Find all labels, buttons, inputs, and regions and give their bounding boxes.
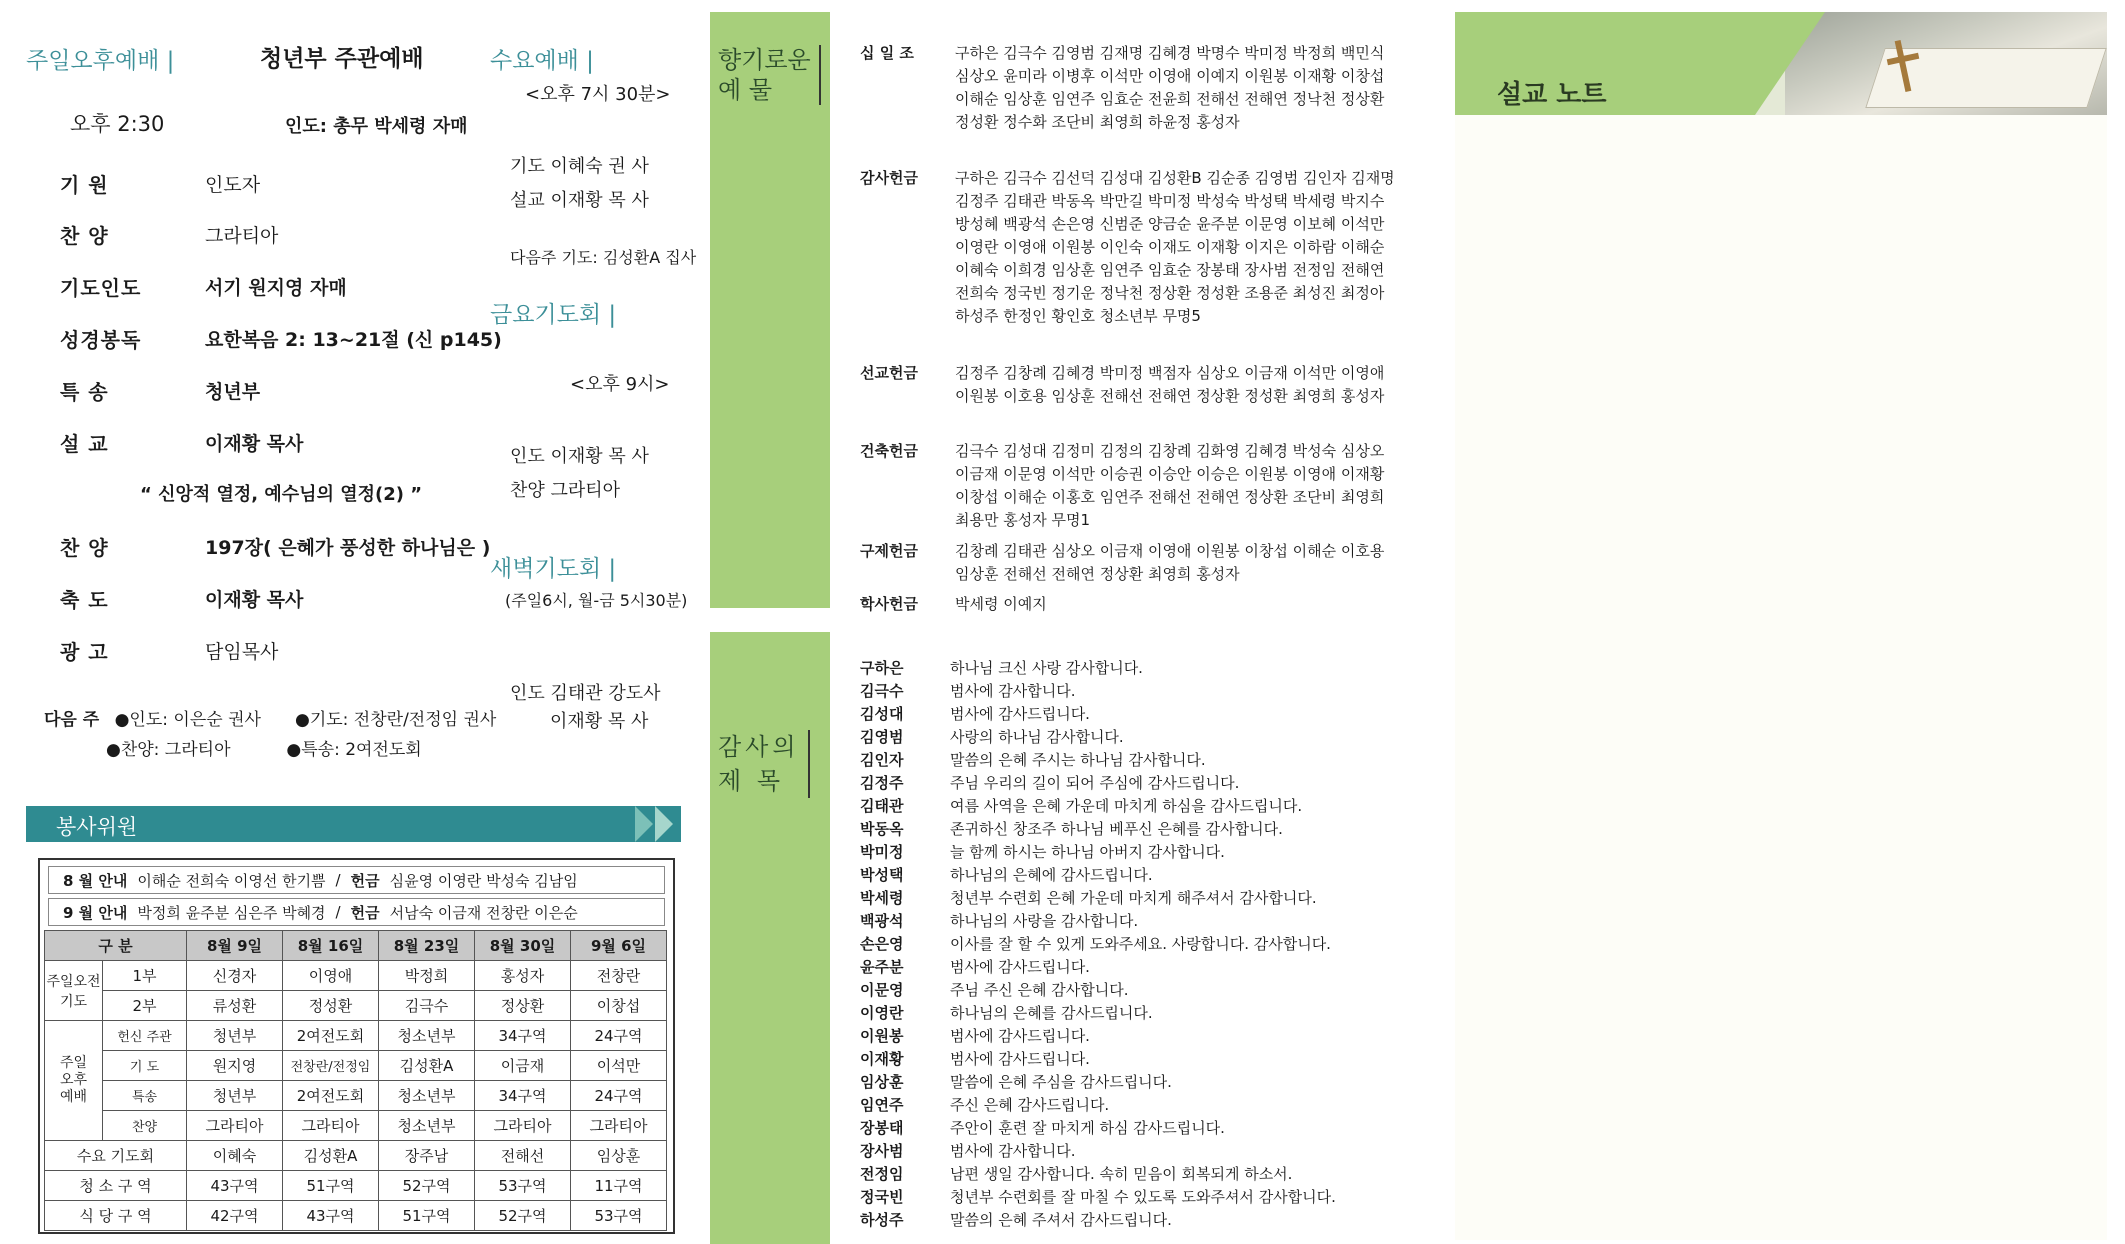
table-cell: 이석만: [571, 1051, 667, 1081]
list-item: [860, 703, 1090, 726]
thanks-name: 김인자: [860, 751, 904, 769]
table-row: [45, 1051, 667, 1081]
table-cell: 53구역: [475, 1171, 571, 1201]
thanks-text: 말씀에 은혜 주심을 감사드립니다.: [950, 1073, 1172, 1091]
order-value: 이재황 목사: [205, 432, 304, 455]
thanks-name: 박동옥: [860, 820, 904, 838]
thanks-name: 장봉태: [860, 1119, 904, 1137]
table-row: [45, 1021, 667, 1051]
table-header-cell: 9월 6일: [571, 931, 667, 961]
list-item: [860, 1002, 1153, 1025]
row-label: 수요 기도회: [45, 1141, 187, 1171]
worship-order-item: [60, 578, 303, 618]
table-cell: 51구역: [283, 1171, 379, 1201]
table-cell: 그라티아: [475, 1111, 571, 1141]
offer-label: 헌금: [350, 903, 380, 922]
wednesday-service-people: [510, 150, 649, 218]
table-cell: 이창섭: [571, 991, 667, 1021]
row-group-label: 주일오전기도: [45, 961, 103, 1021]
thanks-name: 하성주: [860, 1211, 904, 1229]
table-cell: 청소년부: [379, 1081, 475, 1111]
offering-names: 구하은 김극수 김영범 김재명 김혜경 박명수 박미정 박정희 백민식 심상오 윤미라 이병후 이석만 이영애 이예지 이원봉 이재황 이창섭 이해순 임상훈 임연주 임효순 전윤희 전해선 전해연 정낙천 정상환 정성환 정수화 조단비 최영희 하윤정 홍성자: [955, 44, 1385, 131]
order-label: 설 교: [60, 431, 109, 456]
thanks-text: 범사에 감사합니다.: [950, 1142, 1076, 1160]
table-cell: 정성환: [283, 991, 379, 1021]
thanks-text: 이사를 잘 할 수 있게 도와주세요. 사랑합니다. 감사합니다.: [950, 935, 1331, 953]
thanks-text: 사랑의 하나님 감사합니다.: [950, 728, 1124, 746]
sermon-note-header: [1455, 12, 2107, 115]
worship-order-item: [60, 526, 490, 566]
worship-order-item: [60, 370, 260, 410]
thanks-text: 하나님 크신 사랑 감사합니다.: [950, 659, 1143, 677]
thanks-name: 박미정: [860, 843, 904, 861]
table-cell: 51구역: [379, 1201, 475, 1231]
volunteer-schedule-table: [44, 930, 667, 1231]
list-item: [860, 956, 1090, 979]
table-cell: 53구역: [571, 1201, 667, 1231]
thanks-text: 주안이 훈련 잘 마치게 하심 감사드립니다.: [950, 1119, 1225, 1137]
table-cell: 2여전도회: [283, 1081, 379, 1111]
worship-order-item: [60, 266, 347, 306]
offering-label: [718, 45, 821, 105]
list-item: [860, 1117, 1225, 1140]
table-cell: 34구역: [475, 1021, 571, 1051]
list-item: [860, 1048, 1090, 1071]
wednesday-next-prayer: 다음주 기도: 김성환A 집사: [510, 248, 697, 267]
table-cell: 장주남: [379, 1141, 475, 1171]
order-label: 성경봉독: [60, 327, 142, 352]
divider: /: [335, 903, 341, 921]
offering-names: 김정주 김창례 김혜경 박미정 백점자 심상오 이금재 이석만 이영애 이원봉 이호용 임상훈 전해선 전해연 정상환 정성환 최영희 홍성자: [955, 364, 1385, 405]
order-label: 축 도: [60, 587, 109, 612]
offer-names: 서남숙 이금재 전창란 이은순: [389, 903, 578, 922]
row-label: 청 소 구 역: [45, 1171, 187, 1201]
list-item: [860, 1071, 1172, 1094]
next-week-praise: ●찬양: 그라티아: [106, 740, 231, 760]
next-week-lead: ●인도: 이은순 권사: [114, 710, 261, 730]
thanks-name: 전정임: [860, 1165, 904, 1183]
afternoon-service-leader: 인도: 총무 박세령 자매: [285, 116, 468, 137]
order-label: 찬 양: [60, 535, 109, 560]
thanks-name: 임연주: [860, 1096, 904, 1114]
august-guide-row: [48, 866, 665, 894]
thanks-name: 김성대: [860, 705, 904, 723]
thanks-text: 말씀의 은혜 주셔서 감사드립니다.: [950, 1211, 1172, 1229]
arrow-icon: [655, 806, 673, 842]
list-item: [860, 841, 1225, 864]
thanks-name: 김정주: [860, 774, 904, 792]
table-cell: 이영애: [283, 961, 379, 991]
table-cell: 그라티아: [283, 1111, 379, 1141]
thanks-banner: [710, 632, 830, 1244]
table-cell: 임상훈: [571, 1141, 667, 1171]
thanks-text: 하나님의 은혜를 감사드립니다.: [950, 1004, 1153, 1022]
order-value: 담임목사: [205, 640, 279, 663]
table-row: [45, 1201, 667, 1231]
table-cell: 34구역: [475, 1081, 571, 1111]
thanks-text: 하나님의 은혜에 감사드립니다.: [950, 866, 1153, 884]
table-cell: 43구역: [283, 1201, 379, 1231]
thanks-text: 청년부 수련회 은혜 가운데 마치게 해주셔서 감사합니다.: [950, 889, 1317, 907]
list-item: [860, 1186, 1336, 1209]
volunteers-title: 봉사위원: [56, 815, 138, 839]
dawn-prayer-time: (주일6시, 월-금 5시30분): [505, 591, 688, 610]
list-item: [860, 1163, 1292, 1186]
row-label: 1부: [103, 961, 187, 991]
table-row: [45, 1141, 667, 1171]
table-cell: 전해선: [475, 1141, 571, 1171]
row-label: 특송: [103, 1081, 187, 1111]
thanks-name: 김극수: [860, 682, 904, 700]
thanks-text: 청년부 수련회를 잘 마칠 수 있도록 도와주셔서 감사합니다.: [950, 1188, 1336, 1206]
list-item: [860, 1140, 1075, 1163]
table-cell: 청소년부: [379, 1111, 475, 1141]
offering-category: 십 일 조: [860, 44, 914, 62]
table-cell: 청소년부: [379, 1021, 475, 1051]
thanks-name: 정국빈: [860, 1188, 904, 1206]
order-value: 청년부: [205, 380, 261, 403]
offer-label: 헌금: [350, 871, 380, 890]
thanks-name: 김태관: [860, 797, 904, 815]
list-item: [860, 1209, 1172, 1232]
row-label: 2부: [103, 991, 187, 1021]
table-cell: 24구역: [571, 1021, 667, 1051]
table-cell: 2여전도회: [283, 1021, 379, 1051]
table-cell: 청년부: [187, 1081, 283, 1111]
order-label: 특 송: [60, 379, 109, 404]
september-guide-row: [48, 898, 665, 926]
guide-names: 박정희 윤주분 심은주 박혜경: [137, 903, 326, 922]
friday-prayer-title: 금요기도회 |: [490, 302, 617, 328]
offer-names: 심윤영 이영란 박성숙 김남임: [389, 871, 578, 890]
table-cell: 43구역: [187, 1171, 283, 1201]
table-header-cell: 8월 9일: [187, 931, 283, 961]
next-week-prayer: ●기도: 전창란/전정임 권사: [295, 710, 497, 730]
afternoon-service-time: 오후 2:30: [70, 112, 165, 136]
worship-order-item: [60, 163, 260, 203]
table-cell: 11구역: [571, 1171, 667, 1201]
order-value: 인도자: [205, 173, 261, 196]
table-cell: 전창란/전정임: [283, 1051, 379, 1081]
thanks-name: 이영란: [860, 1004, 904, 1022]
thanks-text: 하나님의 사랑을 감사합니다.: [950, 912, 1139, 930]
order-value: 그라티아: [205, 224, 279, 247]
friday-lead: 인도 이재황 목 사: [510, 446, 649, 467]
table-row: [45, 1111, 667, 1141]
table-header-row: [45, 931, 667, 961]
list-item: [860, 680, 1075, 703]
next-week-special: ●특송: 2여전도회: [286, 740, 422, 760]
table-row: [45, 1081, 667, 1111]
worship-order-item: [60, 422, 303, 462]
table-cell: 김성환A: [379, 1051, 475, 1081]
table-cell: 24구역: [571, 1081, 667, 1111]
thanks-text: 주님 우리의 길이 되어 주심에 감사드립니다.: [950, 774, 1240, 792]
thanks-text: 범사에 감사드립니다.: [950, 1027, 1090, 1045]
table-header-cell: 8월 16일: [283, 931, 379, 961]
month-label: 8 월 안내: [63, 871, 128, 890]
dawn-lead-1: 인도 김태관 강도사: [510, 683, 661, 704]
offering-names: 김극수 김성대 김정미 김정의 김창례 김화영 김혜경 박성숙 심상오 이금재 이문영 이석만 이승권 이승안 이승은 이원봉 이영애 이재황 이창섭 이해순 이홍호 임연주 전해선 전해연 정상환 조단비 최영희 최용만 홍성자 무명1: [955, 442, 1385, 529]
thanks-name: 박성택: [860, 866, 904, 884]
table-cell: 박정희: [379, 961, 475, 991]
offering-label-line1: 향기로운: [718, 46, 811, 74]
friday-praise: 찬양 그라티아: [510, 480, 621, 501]
table-cell: 정상환: [475, 991, 571, 1021]
row-label: 찬양: [103, 1111, 187, 1141]
arrow-icon: [635, 806, 653, 842]
table-cell: 52구역: [475, 1201, 571, 1231]
wednesday-sermon: 설교 이재황 목 사: [510, 190, 649, 211]
note-header-wedge: [1755, 12, 1825, 115]
table-header-cell: 구 분: [45, 931, 187, 961]
offering-names: 김창례 김태관 심상오 이금재 이영애 이원봉 이창섭 이해순 이호용 임상훈 전해선 전해연 정상환 최영희 홍성자: [955, 542, 1385, 583]
table-cell: 이금재: [475, 1051, 571, 1081]
offering-names: 구하은 김극수 김선덕 김성대 김성환B 김순종 김영범 김인자 김재명 김정주 김태관 박동옥 박만길 박미정 박성숙 박성택 박세령 박지수 방성혜 백광석 손은영 신범준 양금순 윤주분 이문영 이보혜 이석만 이영란 이영애 이원봉 이인숙 이재도 이재황 이지은 이하람 이해순 이혜숙 이희경 임상훈 임연주 임효순 장봉태 장사범 전정임 전해연 전희숙 정국빈 정기운 정낙천 정상환 정성환 조용준 최성진 최정아 하성주 한정인 황인호 청소년부 무명5: [955, 169, 1395, 325]
offering-category: 구제헌금: [860, 542, 918, 560]
friday-prayer-people: [510, 440, 649, 508]
thanks-name: 박세령: [860, 889, 904, 907]
thanks-name: 윤주분: [860, 958, 904, 976]
thanks-label-line1: 감사의: [718, 733, 800, 761]
thanks-text: 범사에 감사합니다.: [950, 682, 1076, 700]
thanks-name: 이재황: [860, 1050, 904, 1068]
order-label: 기 원: [60, 172, 109, 197]
list-item: [860, 933, 1331, 956]
table-cell: 김성환A: [283, 1141, 379, 1171]
table-cell: 52구역: [379, 1171, 475, 1201]
table-cell: 그라티아: [571, 1111, 667, 1141]
list-item: [860, 979, 1128, 1002]
order-label: 광 고: [60, 639, 109, 664]
table-cell: 홍성자: [475, 961, 571, 991]
list-item: [860, 818, 1283, 841]
volunteers-header: [26, 806, 681, 842]
thanks-name: 이문영: [860, 981, 904, 999]
row-label: 헌신 주관: [103, 1021, 187, 1051]
list-item: [860, 887, 1317, 910]
table-row: [45, 991, 667, 1021]
youth-service-title: 청년부 주관예배: [260, 46, 424, 72]
list-item: [860, 1094, 1109, 1117]
list-item: [860, 749, 1206, 772]
order-value: 요한복음 2: 13~21절 (신 p145): [205, 328, 502, 351]
row-label: 기 도: [103, 1051, 187, 1081]
table-cell: 그라티아: [187, 1111, 283, 1141]
offering-category: 건축헌금: [860, 442, 918, 460]
order-label: 찬 양: [60, 223, 109, 248]
afternoon-service-title: 주일오후예배 |: [26, 48, 175, 74]
next-week-label: 다음 주: [44, 710, 100, 730]
list-item: [860, 726, 1124, 749]
offering-category: 학사헌금: [860, 595, 918, 613]
list-item: [860, 795, 1302, 818]
table-cell: 김극수: [379, 991, 475, 1021]
thanks-name: 백광석: [860, 912, 904, 930]
thanks-name: 김영범: [860, 728, 904, 746]
wednesday-service-time: <오후 7시 30분>: [525, 84, 671, 105]
worship-order-item: [60, 214, 278, 254]
table-row: [45, 961, 667, 991]
thanks-text: 범사에 감사드립니다.: [950, 1050, 1090, 1068]
thanks-text: 여름 사역을 은혜 가운데 마치게 하심을 감사드립니다.: [950, 797, 1303, 815]
table-cell: 42구역: [187, 1201, 283, 1231]
thanks-text: 주신 은혜 감사드립니다.: [950, 1096, 1110, 1114]
guide-names: 이해순 전희숙 이영선 한기쁨: [137, 871, 326, 890]
thanks-name: 이원봉: [860, 1027, 904, 1045]
next-week-info: [44, 705, 496, 765]
divider: /: [335, 871, 341, 889]
thanks-label-line2: 제 목: [718, 767, 784, 795]
row-group-label: 주일 오후 예배: [45, 1021, 103, 1141]
table-cell: 청년부: [187, 1021, 283, 1051]
thanks-name: 구하은: [860, 659, 904, 677]
table-row: [45, 1171, 667, 1201]
wednesday-prayer: 기도 이혜숙 권 사: [510, 156, 649, 177]
offering-names: 박세령 이예지: [955, 595, 1047, 613]
list-item: [860, 1025, 1090, 1048]
thanks-label: [718, 730, 810, 798]
table-header-cell: 8월 23일: [379, 931, 475, 961]
thanks-text: 주님 주신 은혜 감사합니다.: [950, 981, 1129, 999]
list-item: [860, 910, 1138, 933]
thanks-name: 임상훈: [860, 1073, 904, 1091]
volunteers-box: [38, 858, 675, 1234]
table-cell: 이혜숙: [187, 1141, 283, 1171]
dawn-prayer-people: [510, 680, 661, 736]
sermon-title: “ 신앙적 열정, 예수님의 열정(2) ”: [140, 484, 423, 505]
order-value: 이재황 목사: [205, 588, 304, 611]
table-cell: 신경자: [187, 961, 283, 991]
list-item: [860, 657, 1143, 680]
dawn-lead-2: 이재황 목 사: [550, 711, 649, 732]
thanks-text: 남편 생일 감사합니다. 속히 믿음이 회복되게 하소서.: [950, 1165, 1293, 1183]
thanks-text: 늘 함께 하시는 하나님 아버지 감사합니다.: [950, 843, 1225, 861]
list-item: [860, 864, 1153, 887]
order-value: 197장( 은혜가 풍성한 하나님은 ): [205, 536, 491, 559]
worship-order-item: [60, 630, 278, 670]
thanks-text: 존귀하신 창조주 하나님 베푸신 은혜를 감사합니다.: [950, 820, 1283, 838]
offering-category: 선교헌금: [860, 364, 918, 382]
month-label: 9 월 안내: [63, 903, 128, 922]
sermon-note-title: 설교 노트: [1497, 80, 1607, 110]
sermon-note-area[interactable]: [1455, 115, 2107, 1240]
friday-prayer-time: <오후 9시>: [570, 374, 670, 395]
offering-label-line2: 예 물: [718, 76, 772, 104]
table-cell: 류성환: [187, 991, 283, 1021]
table-cell: 전창란: [571, 961, 667, 991]
thanks-name: 손은영: [860, 935, 904, 953]
table-header-cell: 8월 30일: [475, 931, 571, 961]
table-cell: 원지영: [187, 1051, 283, 1081]
order-value: 서기 원지영 자매: [205, 276, 347, 299]
worship-order-item: [60, 318, 502, 358]
thanks-text: 범사에 감사드립니다.: [950, 958, 1090, 976]
dawn-prayer-title: 새벽기도회 |: [490, 556, 617, 582]
wednesday-service-title: 수요예배 |: [490, 48, 594, 74]
order-label: 기도인도: [60, 275, 142, 300]
thanks-name: 장사범: [860, 1142, 904, 1160]
offering-category: 감사헌금: [860, 169, 918, 187]
row-label: 식 당 구 역: [45, 1201, 187, 1231]
list-item: [860, 772, 1239, 795]
thanks-text: 말씀의 은혜 주시는 하나님 감사합니다.: [950, 751, 1206, 769]
thanks-text: 범사에 감사드립니다.: [950, 705, 1090, 723]
